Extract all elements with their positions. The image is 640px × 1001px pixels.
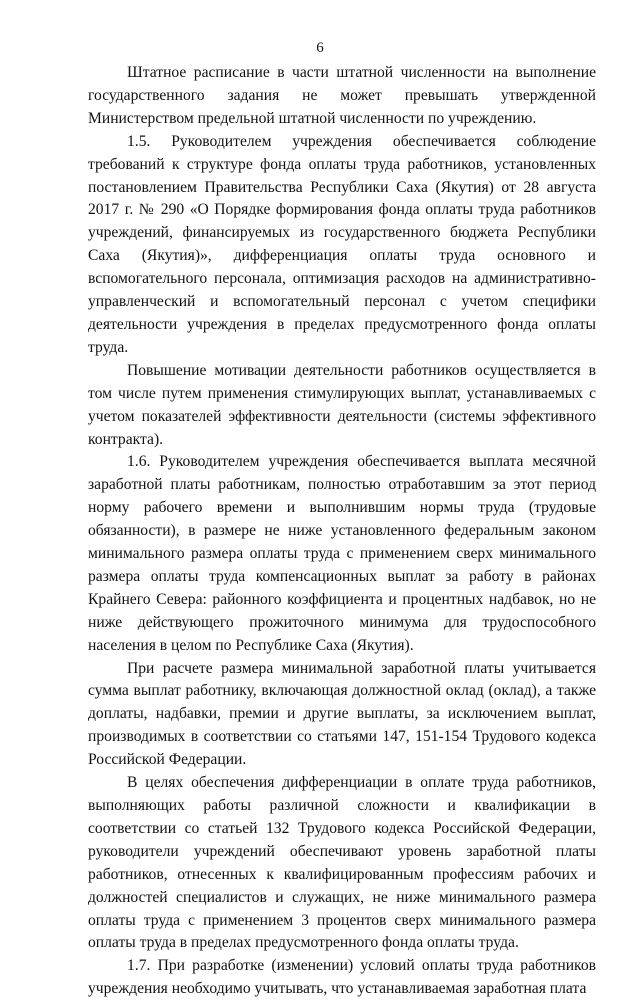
paragraph-staffing-schedule: Штатное расписание в части штатной численности на выполнение государственного задания не может превышать утвержденной Министерством предельной штатной численности по учреждению. bbox=[88, 64, 596, 127]
paragraph-minimum-wage-calculation: При расчете размера минимальной заработной платы учитывается сумма выплат работнику, включающая должностной оклад (оклад), а также доплаты, надбавки, премии и другие выплаты, за исключением выплат, производимых в соответствии со статьями 147, 151-154 Трудового кодекса Российской Федерации. bbox=[88, 659, 596, 769]
document-body bbox=[88, 62, 596, 1001]
paragraph-motivation: Повышение мотивации деятельности работников осуществляется в том числе путем применения стимулирующих выплат, устанавливаемых с учетом показателей эффективности деятельности (системы эффективного контракта). bbox=[88, 361, 596, 448]
paragraph-differentiation: В целях обеспечения дифференциации в оплате труда работников, выполняющих работы различной сложности и квалификации в соответствии со статьей 132 Трудового кодекса Российской Федерации, руководители учреждений обеспечивают уровень заработной платы работников, отнесенных к квалифицированным профессиям рабочих и должностей специалистов и служащих, не ниже минимального размера оплаты труда с применением 3 процентов сверх минимального размера оплаты труда в пределах предусмотренного фонда оплаты труда. bbox=[88, 774, 596, 952]
paragraph-1-6: 1.6. Руководителем учреждения обеспечивается выплата месячной заработной платы работникам, полностью отработавшим за этот период норму рабочего времени и выполнившим нормы труда (трудовые обязанности), в размере не ниже установленного федеральным законом минимального размера оплаты труда с применением сверх минимального размера оплаты труда компенсационных выплат за работу в районах Крайнего Севера: районного коэффициента и процентных надбавок, но не ниже действующего прожиточного минимума для трудоспособного населения в целом по Республике Саха (Якутия). bbox=[88, 453, 596, 654]
paragraph-1-7: 1.7. При разработке (изменении) условий оплаты труда работников учреждения необходимо учитывать, что устанавливаемая заработная плата bbox=[88, 957, 596, 998]
page-number: 6 bbox=[316, 40, 324, 56]
paragraph-1-5: 1.5. Руководителем учреждения обеспечивается соблюдение требований к структуре фонда оплаты труда работников, установленных постановлением Правительства Республики Саха (Якутия) от 28 августа 2017 г. № 290 «О Порядке формирования фонда оплаты труда работников учреждений, финансируемых из государственного бюджета Республики Саха (Якутия)», дифференциация оплаты труда основного и вспомогательного персонала, оптимизация расходов на административно-управленческий и вспомогательный персонал с учетом специфики деятельности учреждения в пределах предусмотренного фонда оплаты труда. bbox=[88, 132, 596, 356]
